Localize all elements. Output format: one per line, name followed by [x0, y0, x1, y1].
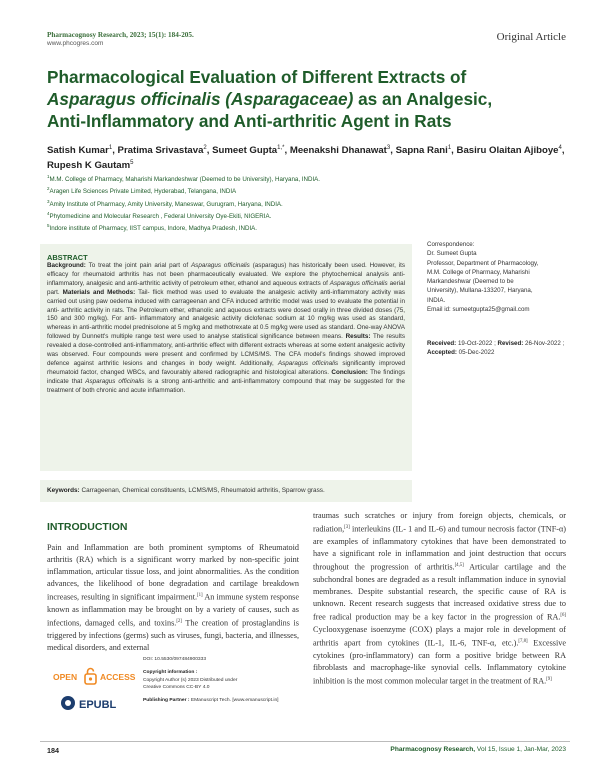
- epubl-text: EPUBL: [79, 699, 117, 711]
- keywords-label: Keywords:: [47, 487, 80, 494]
- title-species: Asparagus officinalis (Asparagaceae): [47, 89, 354, 109]
- author-affil-sup: 3: [386, 145, 391, 151]
- citation-ref[interactable]: [4,5]: [454, 563, 464, 569]
- correspondence-email[interactable]: Email id: sumeetgupta25@gmail.com: [427, 306, 530, 314]
- publisher-name: EManuscript Tech. [www.emanuscript.in]: [189, 698, 279, 704]
- affil-sup: 3: [47, 198, 50, 204]
- abstract-heading: ABSTRACT: [47, 253, 88, 262]
- introduction-heading: INTRODUCTION: [47, 521, 128, 533]
- introduction-right-column: [313, 510, 566, 688]
- publication-info: [143, 656, 303, 704]
- revised-label: Revised:: [497, 340, 524, 347]
- citation-ref[interactable]: [3]: [344, 525, 350, 531]
- footer-journal-name: Pharmacognosy Research,: [390, 746, 476, 753]
- affiliation: [47, 221, 567, 233]
- doi[interactable]: DOI: 10.5530/097484900333: [143, 657, 207, 662]
- affil-text: M.M. College of Pharmacy, Maharishi Markandeshwar (Deemed to be University), Haryana, INDIA.: [49, 176, 321, 184]
- abstract-methods-label: Materials and Methods:: [62, 288, 136, 296]
- open-access-icon: [53, 666, 143, 686]
- body-text: Cyclooxygenase isoenzyme (COX) plays a major role in development of arthritis apart from cytokines (IL-1, IL-6, TNF-α, etc.).: [313, 625, 566, 648]
- abstract-text: [47, 262, 405, 396]
- abstract-text-run: The findings indicate that: [47, 368, 405, 385]
- correspondence-line: University), Mullana-133207, Haryana,: [427, 287, 533, 295]
- abstract-results-label: Results:: [345, 333, 371, 341]
- affiliation: [47, 209, 567, 221]
- title-line-3: Anti-Inflammatory and Anti-arthritic Agent in Rats: [47, 111, 452, 131]
- keywords-text: Carrageenan, Chemical constituents, LCMS/MS, Rheumatoid arthritis, Sparrow grass.: [79, 487, 325, 494]
- author-list: Satish Kumar$^1$, Pratima Srivastava$^2$, Sumeet Gupta$^{1,*}$, Meenakshi Dhanawat$^3$, Sapna Rani$^1$, Basiru Olaitan Ajiboye$^4$, Rupesh K Gautam$^5$: [47, 145, 565, 172]
- abstract-species: Asparagus officinalis: [190, 262, 250, 269]
- abstract-text-run: To treat the joint pain arial part of: [85, 262, 191, 269]
- citation-ref[interactable]: [1]: [197, 593, 203, 599]
- affil-text: Amity Institute of Pharmacy, Amity University, Maneswar, Gurugram, Haryana, INDIA.: [49, 200, 283, 208]
- abstract-conclusion-label: Conclusion:: [331, 368, 368, 376]
- copyright-license[interactable]: Creative Commons CC-BY 4.0: [143, 684, 210, 690]
- correspondence-line: Markandeshwar (Deemed to be: [427, 278, 514, 286]
- oa-access-text: ACCESS: [100, 672, 136, 682]
- author-affil-sup: 1: [447, 145, 452, 151]
- open-access-logo: [53, 666, 143, 686]
- affiliation: [47, 197, 567, 209]
- journal-citation: Pharmacognosy Research, 2023; 15(1): 184-205.: [47, 31, 194, 39]
- accepted-label: Accepted:: [427, 349, 457, 357]
- correspondence: [427, 240, 567, 314]
- body-text: The creation of prostaglandins is triggered by infections (germs) such as viruses, fungi, bacteria, and illnesses, medical disorders, and external: [47, 619, 299, 653]
- received-date: 19-Oct-2022 ;: [456, 340, 498, 347]
- affil-sup: 2: [47, 186, 50, 192]
- footer-divider: [40, 741, 570, 742]
- abstract-text-run: aerial part.: [47, 279, 405, 296]
- author: Meenakshi Dhanawat: [289, 145, 387, 157]
- abstract-species: Asparagus officinalis: [85, 377, 145, 385]
- citation-ref[interactable]: [2]: [176, 619, 182, 625]
- abstract-text-run: is a strong anti-arthritic and anti-inflammatory compound that may be suggested for the treatment of both chronic and acute inflammation.: [47, 377, 405, 394]
- author-affil-sup: 4: [558, 145, 562, 151]
- title-line-2: as an Analgesic,: [353, 89, 493, 109]
- affiliation: [47, 184, 567, 196]
- accepted-date: 05-Dec-2022: [456, 349, 495, 357]
- correspondence-line: M.M. College of Pharmacy, Maharishi: [427, 268, 530, 276]
- author: Satish Kumar: [47, 145, 109, 157]
- keywords: [47, 487, 407, 494]
- copyright-line: Copyright Author (s) 2023 Distributed under: [143, 677, 238, 683]
- epubl-icon: [60, 693, 130, 713]
- correspondence-label: Correspondence:: [427, 241, 475, 248]
- footer-issue: Vol 15, Issue 1, Jan-Mar, 2023: [475, 746, 566, 753]
- affiliation: [47, 172, 567, 184]
- abstract-text-run: Tail- flick method was used to evaluate the analgesic activity anti-inflammatory activity was carried out using paw oedema induced with carrageenan and CFA induced arthritic model was used to evaluate the potential in anti- arthritic activity in rats. The Petroleum ether, ethanolic and aqueous extracts were dosed orally in three divided doses (75, 150 and 300 mg/kg). For anti- inflammatory and analgesic activity diclofenac sodium at 10 mg/kg was used as standard, whereas in anti-arthritic model prednisolone at 5 mg/kg and methotrexate at 0.5 mg/kg were used as standard. One-way ANOVA followed by Dunnett's multiple range test were used to analyse statistical significance between means.: [47, 288, 405, 341]
- article-type: Original Article: [496, 31, 566, 43]
- citation-ref[interactable]: [9]: [546, 677, 552, 683]
- epubl-logo: [60, 693, 130, 713]
- citation-ref[interactable]: [7,8]: [518, 639, 528, 645]
- affil-text: Indore institute of Pharmacy, IIST campus, Indore, Madhya Pradesh, INDIA.: [49, 225, 258, 233]
- body-text: Excessive cytokines (pro-inflammatory) can form a positive bridge between RA fibroblasts and macrophage-like synovial cells. Inflammatory cytokine inhibition is the most common molecular target in the treatment of RA.: [313, 638, 566, 686]
- abstract-text-run: significantly improved rheumatoid factor, changed WBCs, and favourably altered radiographic and histological alterations.: [47, 359, 405, 376]
- body-text: An immune system response known as inflammation may be brought on by a variety of causes, such as infections, damaged cells, and toxins.: [47, 593, 299, 629]
- abstract-species: Asparagus officinalis: [277, 359, 339, 367]
- author-affil-sup: 1,*: [277, 145, 285, 151]
- received-label: Received:: [427, 340, 457, 347]
- author: Sumeet Gupta: [212, 145, 278, 157]
- author: Basiru Olaitan Ajiboye: [456, 145, 559, 157]
- author: Rupesh K Gautam: [47, 160, 131, 172]
- abstract-background-label: Background:: [47, 262, 86, 269]
- author-affil-sup: 2: [203, 145, 207, 151]
- affiliations: [47, 172, 567, 234]
- title-line-1: Pharmacological Evaluation of Different Extracts of: [47, 67, 467, 87]
- abstract-text-run: (asparagus) has historically been used. However, its efficacy for rheumatoid arthritis has not been pharmaceutically evaluated. We explore the phytochemical analysis anti-inflammatory, analgesic and anti-arthritic activity of petroleum ether, ethanol and aqueous extracts of: [47, 262, 405, 287]
- author-affil-sup: 5: [130, 160, 134, 167]
- body-text: interleukins (IL- 1 and IL-6) and tumour necrosis factor (TNF-α) are examples of inflammatory cytokines that have been demonstrated to have a significant role in inflammation and joint destruction that occurs throughout the progression of arthritis.: [313, 524, 566, 572]
- body-text: traumas such scratches or injury from foreign objects, chemicals, or radiation,: [313, 511, 566, 534]
- article-title: [47, 66, 567, 132]
- abstract-species: Asparagus officinalis: [329, 279, 388, 287]
- body-text: Pain and Inflammation are both prominent symptoms of Rheumatoid arthritis (RA) which is a significant worry marked by non-specific joint inflammation, articular tissue loss, and joint abnormalities. As the condition advances, the likelihood of bone degradation and cartilage breakdown increases, resulting in significant impairment.: [47, 543, 299, 603]
- correspondence-line: Professor, Department of Pharmacology,: [427, 259, 539, 267]
- copyright-label: Copyright information :: [143, 670, 198, 676]
- article-dates: [427, 339, 572, 358]
- affil-sup: 1: [47, 174, 50, 179]
- affil-sup: 4: [47, 211, 50, 217]
- correspondence-line: Dr. Sumeet Gupta: [427, 250, 477, 258]
- citation-ref[interactable]: [6]: [560, 613, 566, 619]
- author-affil-sup: 1: [108, 145, 113, 151]
- body-text: Articular cartilage and the subchondral bones are degraded as a result inflammation induce in synovial membranes. Despite substantial research, the specific cause of RA is unknown. Recent research suggests that increased oxidative stress due to free radical production may be a key factor in the progression of RA.: [313, 562, 566, 622]
- revised-date: 26-Nov-2022 ;: [523, 340, 565, 347]
- affil-sup: 5: [47, 223, 50, 229]
- oa-open-text: OPEN: [53, 672, 78, 682]
- publisher-label: Publishing Partner :: [143, 698, 190, 704]
- author: Pratima Srivastava: [117, 145, 204, 157]
- introduction-left-column: [47, 542, 299, 654]
- page-number: 184: [47, 746, 59, 755]
- affil-text: Phytomedicine and Molecular Research , Federal University Oye-Ekiti, NIGERIA.: [49, 213, 272, 221]
- journal-url[interactable]: www.phcogres.com: [47, 40, 104, 47]
- affil-text: Aragen Life Sciences Private Limited, Hyderabad, Telangana, INDIA: [49, 188, 237, 196]
- footer-citation: [390, 746, 566, 753]
- abstract-text-run: The results revealed a dose-controlled anti-inflammatory, anti-arthritic effect with different extracts whereas at some extent analgesic activity was observed. Four compounds were present and confirmed by LCMS/MS. The CFA model's findings showed improved defence against arthritic lesions and changes in body weight. Additionally,: [47, 333, 405, 367]
- author: Sapna Rani: [395, 145, 448, 157]
- correspondence-line: INDIA.: [427, 296, 446, 304]
